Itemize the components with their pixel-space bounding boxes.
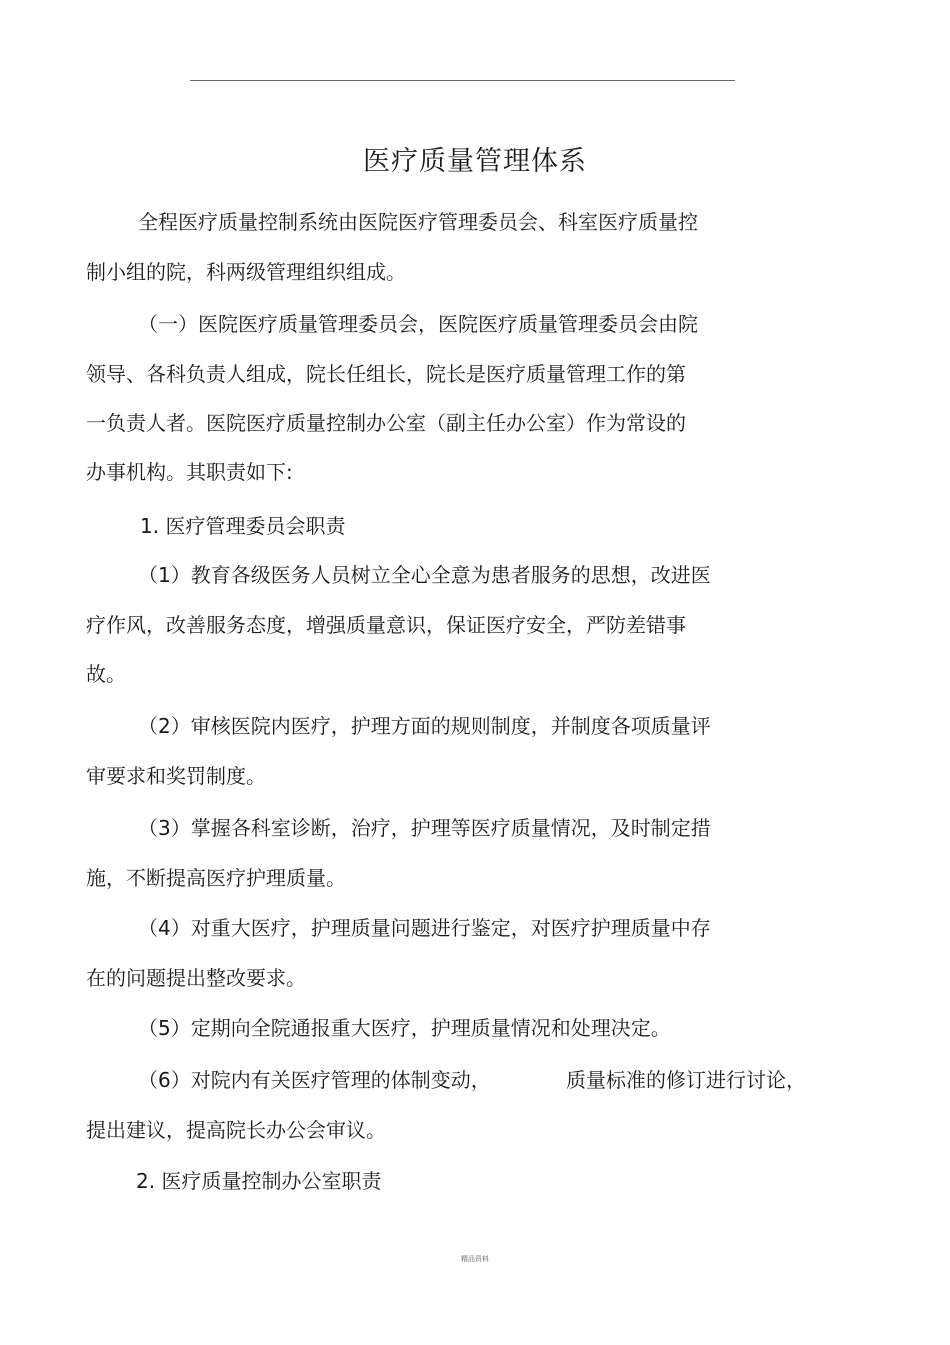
paragraph-line: （一）医院医疗质量管理委员会，医院医疗质量管理委员会由院: [138, 312, 698, 336]
document-title: 医疗质量管理体系: [363, 146, 587, 177]
paragraph-line: 在的问题提出整改要求。: [86, 966, 306, 990]
paragraph-line: 疗作风，改善服务态度，增强质量意识，保证医疗安全，严防差错事: [86, 613, 686, 637]
paragraph-line: （4）对重大医疗，护理质量问题进行鉴定，对医疗护理质量中存: [138, 916, 711, 940]
section-heading: 2. 医疗质量控制办公室职责: [136, 1169, 382, 1193]
paragraph-line: （2）审核医院内医疗，护理方面的规则制度，并制度各项质量评: [138, 714, 711, 738]
header-rule: [190, 80, 735, 81]
paragraph-line: 一负责人者。医院医疗质量控制办公室（副主任办公室）作为常设的: [86, 411, 686, 435]
paragraph-line: 提出建议，提高院长办公会审议。: [86, 1118, 386, 1142]
section-heading: 1. 医疗管理委员会职责: [140, 514, 346, 538]
paragraph-line: （1）教育各级医务人员树立全心全意为患者服务的思想，改进医: [138, 563, 711, 587]
page-footer: 精品资料: [461, 1255, 489, 1263]
paragraph-line: 制小组的院，科两级管理组织组成。: [86, 260, 406, 284]
paragraph-line: 施，不断提高医疗护理质量。: [86, 866, 346, 890]
paragraph-line: （3）掌握各科室诊断，治疗，护理等医疗质量情况，及时制定措: [138, 816, 711, 840]
paragraph-line: （5）定期向全院通报重大医疗，护理质量情况和处理决定。: [138, 1016, 671, 1040]
paragraph-line: 审要求和奖罚制度。: [86, 764, 266, 788]
paragraph-line: 领导、各科负责人组成，院长任组长，院长是医疗质量管理工作的第: [86, 362, 686, 386]
paragraph-line: （6）对院内有关医疗管理的体制变动，: [138, 1068, 491, 1092]
paragraph-line: 全程医疗质量控制系统由医院医疗管理委员会、科室医疗质量控: [138, 210, 698, 234]
paragraph-line: 办事机构。其职责如下:: [86, 460, 293, 484]
paragraph-line: 故。: [86, 662, 126, 686]
paragraph-line: 质量标准的修订进行讨论，: [566, 1068, 806, 1092]
